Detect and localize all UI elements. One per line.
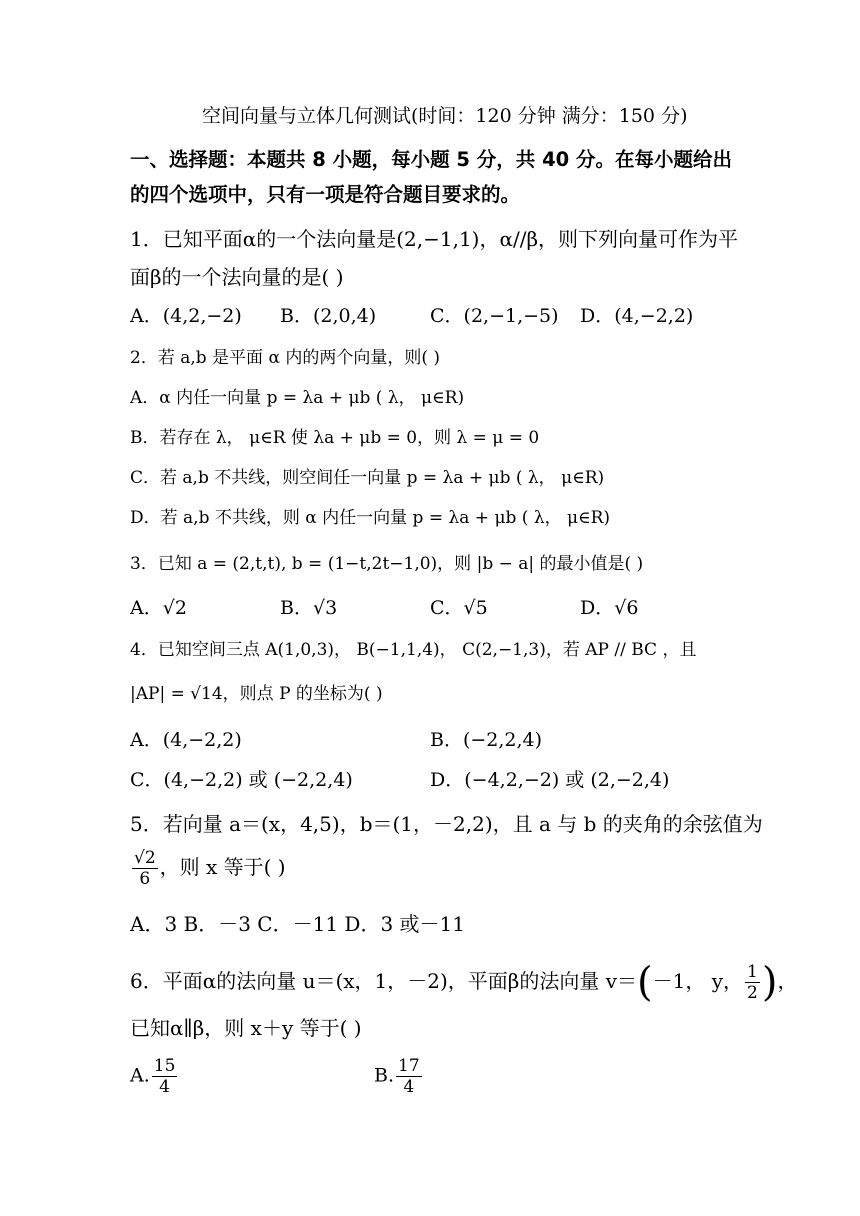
q6-vector-fraction (745, 962, 760, 1003)
q6-vector-open-paren: ( (637, 959, 653, 1006)
q1-stem-line1: 1．已知平面α的一个法向量是(2,−1,1)，α//β，则下列向量可作为平 (130, 227, 739, 251)
q2-option-a: A．α 内任一向量 p = λa + μb ( λ， μ∈R) (130, 388, 465, 408)
q6-stem-line2: 已知α∥β，则 x＋y 等于( ) (130, 1016, 362, 1040)
q4-option-b: B．(−2,2,4) (430, 729, 543, 751)
q6-vector-fraction-denominator: 2 (747, 983, 758, 1003)
q4-option-c: C．(4,−2,2) 或 (−2,2,4) (130, 769, 353, 791)
q5-stem-line1: 5．若向量 a＝(x，4,5)，b＝(1，－2,2)，且 a 与 b 的夹角的余弦值为 (130, 812, 763, 836)
q6-option-a-denominator: 4 (159, 1077, 170, 1097)
q6-stem-line1-tail: ， (777, 969, 798, 993)
q6-vector-body: －1， y， (652, 969, 744, 993)
q6-option-b-fraction (396, 1056, 422, 1097)
q5-fraction-denominator: 6 (139, 869, 151, 889)
q3-option-c: C．√5 (430, 597, 488, 619)
q6-option-a-label: A. (130, 1064, 150, 1087)
q3-stem: 3．已知 a = (2,t,t), b = (1−t,2t−1,0)，则 |b − a| 的最小值是( ) (130, 554, 644, 574)
q1-option-d: D．(4,−2,2) (580, 305, 694, 327)
q5-stem-line2-tail: ，则 x 等于( ) (159, 855, 286, 879)
q3-option-a: A．√2 (130, 597, 187, 619)
q4-stem-line2: |AP| = √14，则点 P 的坐标为( ) (130, 684, 383, 704)
q6-vector-close-paren: ) (761, 959, 778, 1006)
document-title: 空间向量与立体几何测试(时间：120 分钟 满分：150 分) (202, 105, 688, 127)
q1-option-a: A．(4,2,−2) (130, 305, 242, 327)
section-heading-line1: 一、选择题：本题共 8 小题，每小题 5 分，共 40 分。在每小题给出 (130, 148, 733, 171)
q1-option-b: B．(2,0,4) (280, 305, 377, 327)
q2-option-d: D．若 a,b 不共线，则 α 内任一向量 p = λa + μb ( λ， μ∈R) (130, 508, 611, 528)
q5-fraction (132, 848, 158, 889)
q6-option-b-label: B. (374, 1064, 395, 1087)
q6-option-b-numerator: 17 (398, 1056, 420, 1076)
q4-option-a: A．(4,−2,2) (130, 729, 242, 751)
q6-stem-line1-head: 6．平面α的法向量 u＝(x，1，－2)，平面β的法向量 v＝ (130, 969, 638, 993)
q1-option-c: C．(2,−1,−5) (430, 305, 559, 327)
q6-stem-line1 (130, 959, 798, 1006)
q3-option-b: B．√3 (280, 597, 338, 619)
q6-vector-fraction-numerator: 1 (747, 962, 758, 982)
q5-stem-line2 (130, 848, 286, 889)
q2-option-c: C．若 a,b 不共线，则空间任一向量 p = λa + μb ( λ， μ∈R) (130, 468, 605, 488)
q6-option-a (130, 1056, 179, 1097)
q5-options: A．3 B．－3 C．－11 D．3 或－11 (130, 912, 465, 936)
q4-stem-line1: 4．已知空间三点 A(1,0,3)， B(−1,1,4)， C(2,−1,3)，若 AP // BC ，且 (130, 640, 697, 660)
q2-option-b: B．若存在 λ， μ∈R 使 λa + μb = 0，则 λ = μ = 0 (130, 428, 540, 448)
q6-option-b (374, 1056, 424, 1097)
q6-option-a-fraction (152, 1056, 178, 1097)
section-heading-line2: 的四个选项中，只有一项是符合题目要求的。 (130, 183, 521, 206)
q3-option-d: D．√6 (580, 597, 639, 619)
q5-fraction-numerator: √2 (134, 848, 156, 868)
q1-stem-line2: 面β的一个法向量的是( ) (130, 265, 344, 289)
q6-option-a-numerator: 15 (153, 1056, 176, 1076)
q6-option-b-denominator: 4 (403, 1077, 415, 1097)
q4-option-d: D．(−4,2,−2) 或 (2,−2,4) (430, 769, 670, 791)
q2-stem: 2．若 a,b 是平面 α 内的两个向量，则( ) (130, 348, 441, 368)
